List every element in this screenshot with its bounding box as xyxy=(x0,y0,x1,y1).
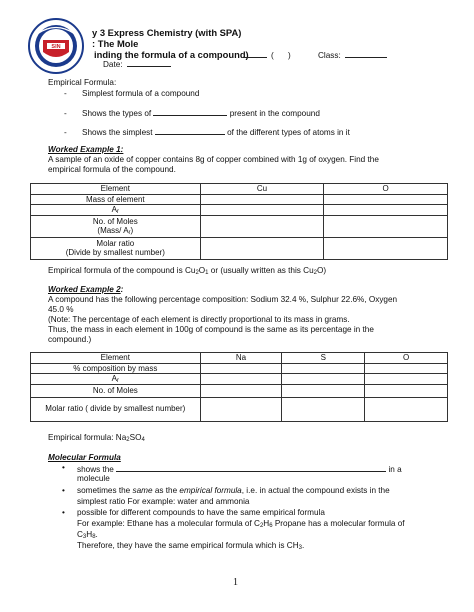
row-label xyxy=(31,237,201,259)
empirical-item-2 xyxy=(64,107,320,118)
bullet-text: . xyxy=(301,541,305,550)
moles-formula-close: ) xyxy=(130,226,134,235)
row-label: Molar ratio ( divide by smallest number) xyxy=(31,397,201,421)
bullet-icon: • xyxy=(62,508,65,517)
subscript: 2 xyxy=(259,523,264,529)
empirical-item-3-after: of the different types of atoms in it xyxy=(227,128,350,137)
table-row xyxy=(31,363,448,374)
worked-example-2-heading-wrap xyxy=(48,285,123,294)
table-header-row xyxy=(31,184,448,195)
answer-text: Empirical formula of the compound is Cu xyxy=(48,266,196,275)
bullet-text: Propane has a molecular formula of xyxy=(272,519,405,528)
bullet-text: C xyxy=(77,530,83,539)
molecular-bullet-2-line2: simplest ratio For example: water and ammonia xyxy=(77,497,250,506)
dash-marker: - xyxy=(64,128,67,137)
bullet-text: , i.e. in actual the compound exists in the xyxy=(241,486,390,495)
ar-subscript: r xyxy=(116,209,119,215)
row-label: Mass of element xyxy=(31,194,201,205)
ar-subscript: r xyxy=(116,378,119,384)
worked-example-2-line4: Thus, the mass in each element in 100g of compound is the same as its percentage in the xyxy=(48,325,374,334)
worked-example-2-line3: (Note: The percentage of each element is directly proportional to its mass in grams. xyxy=(48,315,350,324)
dash-marker: - xyxy=(64,109,67,118)
empirical-item-3-before: Shows the simplest xyxy=(82,128,153,137)
header-cell: Element xyxy=(31,353,201,364)
bullet-text: shows the xyxy=(77,465,114,474)
dash-marker: - xyxy=(64,89,67,98)
subscript: 2 xyxy=(195,270,199,276)
worked-example-2-line2: 45.0 % xyxy=(48,305,74,314)
answer-cell[interactable] xyxy=(324,215,448,237)
worked-example-1-table xyxy=(30,183,448,260)
answer-cell[interactable] xyxy=(200,237,324,259)
table-header-row xyxy=(31,353,448,364)
subscript: 3 xyxy=(298,545,302,551)
header-cell: Cu xyxy=(200,184,324,195)
subscript: 2 xyxy=(126,437,130,443)
answer-cell[interactable] xyxy=(200,363,282,374)
page-number: 1 xyxy=(233,577,238,588)
table-row xyxy=(31,237,448,259)
index-paren-close: ) xyxy=(288,51,291,60)
ar-label: A xyxy=(111,205,117,214)
bullet-text-italic: empirical formula xyxy=(179,486,242,495)
moles-label: No. of Moles xyxy=(92,216,138,226)
answer-cell[interactable] xyxy=(200,205,324,216)
answer-cell[interactable] xyxy=(365,397,448,421)
table-row xyxy=(31,374,448,385)
name-blank[interactable] xyxy=(243,57,267,58)
worked-example-2-heading: Worked Example 2 xyxy=(48,285,121,294)
heading-colon: : xyxy=(120,285,124,294)
answer-cell[interactable] xyxy=(282,363,365,374)
answer-cell[interactable] xyxy=(365,363,448,374)
answer-text: O xyxy=(198,266,206,275)
empirical-item-1 xyxy=(64,89,199,98)
answer-cell[interactable] xyxy=(282,374,365,385)
simplest-blank[interactable] xyxy=(155,126,225,135)
bullet-icon: • xyxy=(62,486,65,495)
class-label: Class: xyxy=(318,51,341,60)
class-blank[interactable] xyxy=(345,57,387,58)
header-cell: O xyxy=(365,353,448,364)
worked-example-1-answer xyxy=(48,266,326,275)
molecular-bullet-2 xyxy=(77,486,390,495)
bullet-text: H xyxy=(86,530,93,539)
bullet-text-italic: same xyxy=(132,486,153,495)
date-blank[interactable] xyxy=(127,66,171,67)
answer-cell[interactable] xyxy=(200,374,282,385)
table-row xyxy=(31,384,448,397)
table-row xyxy=(31,215,448,237)
molecular-bullet-3-line4 xyxy=(77,541,304,550)
answer-cell[interactable] xyxy=(200,384,282,397)
ar-label: A xyxy=(111,374,117,383)
row-label xyxy=(31,205,201,216)
answer-cell[interactable] xyxy=(365,374,448,385)
worked-example-2-line5: compound.) xyxy=(48,335,92,344)
index-paren-open: ( xyxy=(271,51,274,60)
worked-example-1-line2: empirical formula of the compound. xyxy=(48,165,176,174)
types-blank[interactable] xyxy=(153,107,227,116)
bullet-text: sometimes the xyxy=(77,486,133,495)
header-cell: Element xyxy=(31,184,201,195)
bullet-text: as the xyxy=(152,486,180,495)
bullet-text: H xyxy=(263,519,270,528)
empirical-heading: Empirical Formula: xyxy=(48,78,117,87)
ar-subscript: r xyxy=(128,230,131,236)
bullet-text: in a xyxy=(388,465,402,474)
row-label xyxy=(31,374,201,385)
subscript: 1 xyxy=(205,270,209,276)
molecular-bullet-1-line2: molecule xyxy=(77,474,110,483)
bullet-text: . xyxy=(95,530,98,539)
answer-text: Empirical formula: Na xyxy=(48,433,127,442)
answer-cell[interactable] xyxy=(282,397,365,421)
answer-cell[interactable] xyxy=(200,215,324,237)
worked-example-2-answer xyxy=(48,433,145,442)
molecular-bullet-3-line2 xyxy=(77,519,405,528)
logo-emblem-text: SIN xyxy=(51,44,61,50)
header-cell: Na xyxy=(200,353,282,364)
row-label xyxy=(31,215,201,237)
empirical-item-2-before: Shows the types of xyxy=(82,109,152,118)
worked-example-2-line1: A compound has the following percentage composition: Sodium 32.4 %, Sulphur 22.6%, Oxygen xyxy=(48,295,398,304)
molecular-blank[interactable] xyxy=(116,463,386,472)
header-title-line3: inding the formula of a compound) xyxy=(94,49,249,60)
ratio-note: (Divide by smallest number) xyxy=(65,248,165,257)
bullet-text: For example: Ethane has a molecular formula of C xyxy=(77,519,260,528)
answer-text: SO xyxy=(129,433,142,442)
answer-text: or (usually written as this Cu xyxy=(208,266,314,275)
row-label: % composition by mass xyxy=(31,363,201,374)
empirical-item-1-text: Simplest formula of a compound xyxy=(82,89,200,98)
worked-example-1-heading: Worked Example 1: xyxy=(48,145,124,154)
answer-cell[interactable] xyxy=(282,384,365,397)
header-title-line1: y 3 Express Chemistry (with SPA) xyxy=(92,27,242,38)
moles-formula: (Mass/ A xyxy=(97,226,129,235)
school-crest-logo xyxy=(28,18,84,74)
header-cell: S xyxy=(282,353,365,364)
date-label: Date: xyxy=(103,60,123,69)
subscript: 3 xyxy=(82,534,87,540)
answer-cell[interactable] xyxy=(200,194,324,205)
table-row xyxy=(31,194,448,205)
header-title-line2: : The Mole xyxy=(92,38,139,49)
empirical-item-2-after: present in the compound xyxy=(229,109,320,118)
subscript: 4 xyxy=(141,437,145,443)
row-label: No. of Moles xyxy=(31,384,201,397)
table-row xyxy=(31,205,448,216)
bullet-text: Therefore, they have the same empirical formula which is CH xyxy=(77,541,299,550)
answer-cell[interactable] xyxy=(365,384,448,397)
header-cell: O xyxy=(324,184,448,195)
answer-cell[interactable] xyxy=(324,237,448,259)
answer-text: O) xyxy=(316,266,327,275)
subscript: 2 xyxy=(313,270,317,276)
subscript: 6 xyxy=(269,523,273,529)
bullet-icon: • xyxy=(62,463,65,472)
answer-cell[interactable] xyxy=(324,205,448,216)
molecular-bullet-1 xyxy=(77,463,402,474)
molecular-bullet-3-line3 xyxy=(77,530,98,539)
empirical-item-3 xyxy=(64,126,350,137)
molecular-bullet-3: possible for different compounds to have the same empirical formula xyxy=(77,508,325,517)
answer-cell[interactable] xyxy=(200,397,282,421)
ratio-label: Molar ratio xyxy=(96,238,135,248)
subscript: 8 xyxy=(92,534,96,540)
molecular-heading: Molecular Formula xyxy=(48,453,121,462)
worked-example-2-table xyxy=(30,352,448,422)
answer-cell[interactable] xyxy=(324,194,448,205)
table-row xyxy=(31,397,448,421)
worked-example-1-line1: A sample of an oxide of copper contains 8g of copper combined with 1g of oxygen. Find the xyxy=(48,155,379,164)
